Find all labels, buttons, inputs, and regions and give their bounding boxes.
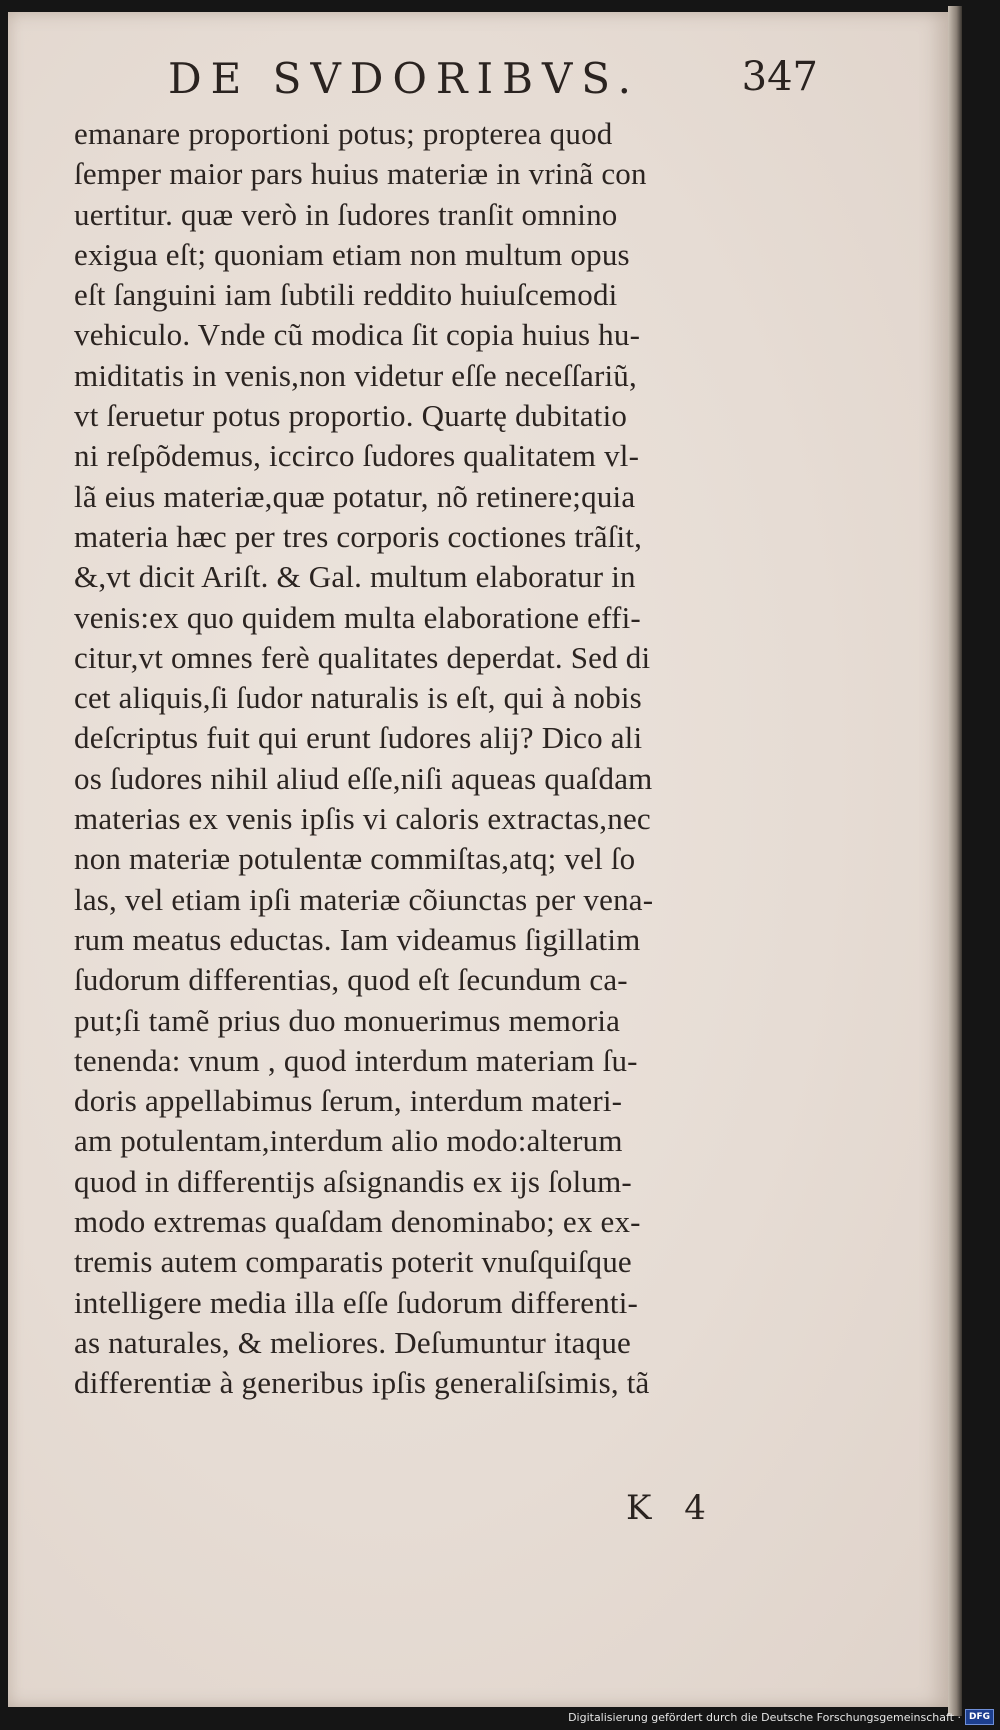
text-line: ſudorum differentias, quod eſt ſecundum ca- <box>74 962 628 998</box>
text-line: emanare proportioni potus; propterea quod <box>74 116 613 151</box>
text-line: intelligere media illa eſſe ſudorum differenti- <box>74 1284 639 1320</box>
text-line: vehiculo. Vnde cũ modica ſit copia huius hu- <box>74 317 641 353</box>
running-head: DE SVDORIBVS. <box>168 54 640 103</box>
text-line: doris appellabimus ſerum, interdum materi- <box>74 1083 623 1119</box>
text-line: ni reſpõdemus, iccirco ſudores qualitatem vl- <box>74 438 640 474</box>
text-line: modo extremas quaſdam denominabo; ex ex- <box>74 1204 641 1240</box>
footer-credit: Digitalisierung gefördert durch die Deutsche Forschungsgemeinschaft · <box>568 1710 961 1724</box>
text-line: uertitur. quæ verò in ſudores tranſit omnino <box>74 196 618 232</box>
text-line: las, vel etiam ipſi materiæ cõiunctas per vena- <box>74 881 654 917</box>
body-text <box>74 114 834 1404</box>
text-line: os ſudores nihil aliud eſſe,niſi aqueas quaſdam <box>74 760 653 796</box>
text-line: &,vt dicit Ariſt. & Gal. multum elaboratur in <box>74 559 636 595</box>
text-line: as naturales, & meliores. Deſumuntur itaque <box>74 1324 631 1360</box>
digitization-footer <box>568 1708 994 1726</box>
text-line: ſemper maior pars huius materiæ in vrinã con <box>74 156 647 192</box>
text-line: venis:ex quo quidem multa elaboratione effi- <box>74 599 641 635</box>
text-line: eſt ſanguini iam ſubtili reddito huiuſcemodi <box>74 277 618 313</box>
text-line: citur,vt omnes ferè qualitates deperdat. Sed di <box>74 639 651 675</box>
text-line: vt ſeruetur potus proportio. Quartę dubitatio <box>74 398 628 434</box>
text-line: materias ex venis ipſis vi caloris extractas,nec <box>74 801 651 837</box>
signature-mark: K 4 <box>626 1488 706 1528</box>
text-line: materia hæc per tres corporis coctiones trãſit, <box>74 518 643 554</box>
text-line: exigua eſt; quoniam etiam non multum opus <box>74 236 630 272</box>
text-line: tremis autem comparatis poterit vnuſquiſque <box>74 1244 632 1280</box>
text-line: put;ſi tamẽ prius duo monuerimus memoria <box>74 1002 621 1038</box>
text-line: lã eius materiæ,quæ potatur, nõ retinere;quia <box>74 478 636 514</box>
text-line: cet aliquis,ſi ſudor naturalis is eſt, qui à nobis <box>74 680 642 716</box>
book-page <box>8 12 948 1707</box>
dfg-logo: DFG <box>965 1709 994 1725</box>
text-line: miditatis in venis,non videtur eſſe neceſſariũ, <box>74 357 637 393</box>
text-line: differentiæ à generibus ipſis generaliſsimis, tã <box>74 1365 650 1401</box>
page-header <box>168 54 818 114</box>
text-line: tenenda: vnum , quod interdum materiam ſu- <box>74 1042 638 1078</box>
page-number: 347 <box>741 54 818 100</box>
text-line: quod in differentijs aſsignandis ex ijs ſolum- <box>74 1163 632 1199</box>
text-line: deſcriptus fuit qui erunt ſudores alij? Dico ali <box>74 720 643 756</box>
text-line: non materiæ potulentæ commiſtas,atq; vel ſo <box>74 841 636 877</box>
book-fore-edge <box>948 6 962 1716</box>
text-line: am potulentam,interdum alio modo:alterum <box>74 1123 623 1159</box>
text-line: rum meatus eductas. Iam videamus ſigillatim <box>74 921 641 957</box>
